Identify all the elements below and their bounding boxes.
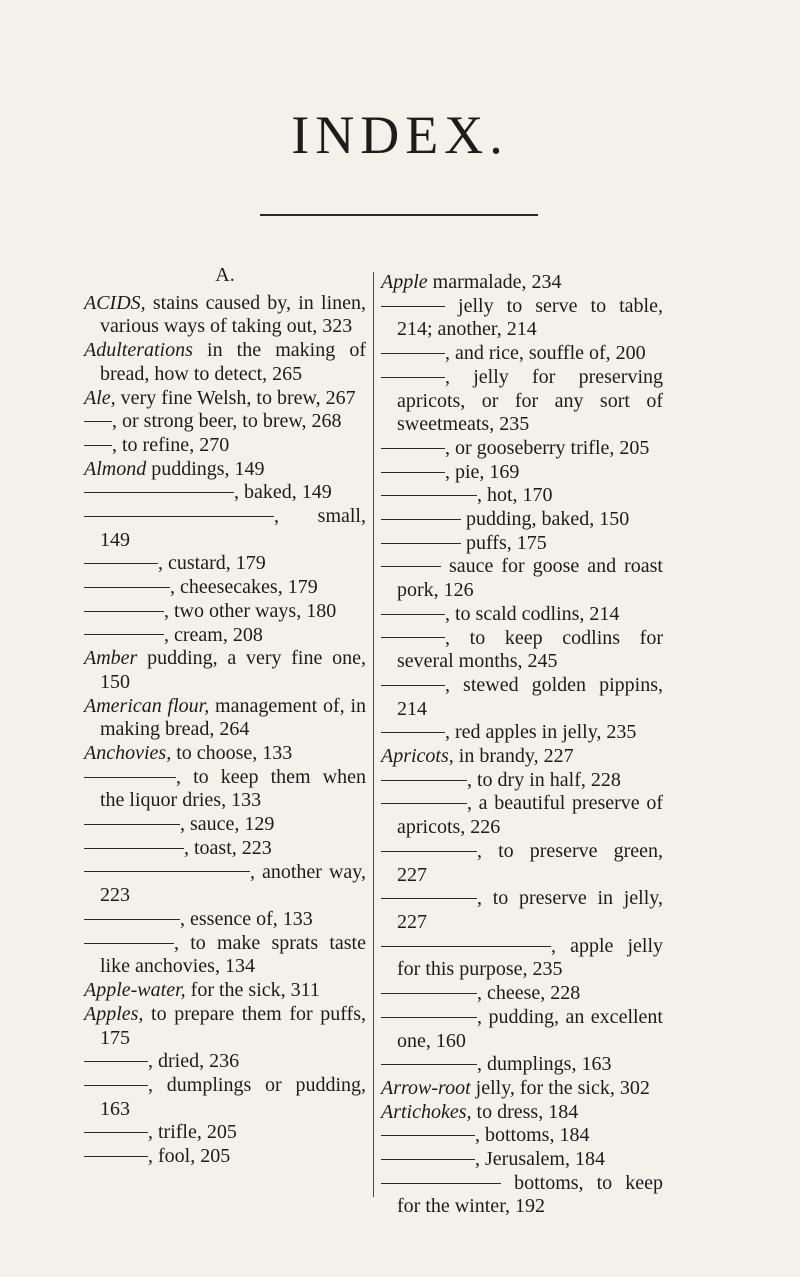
ditto-dash xyxy=(381,377,445,378)
index-column-left xyxy=(84,264,366,1169)
index-entry xyxy=(381,792,663,839)
index-column-right xyxy=(381,271,663,1219)
entry-text: , stewed golden pippins, 214 xyxy=(397,673,663,720)
ditto-dash xyxy=(381,803,467,804)
index-entry xyxy=(381,437,663,461)
entry-term: ACIDS, xyxy=(84,291,146,314)
entry-text: to dress, 184 xyxy=(471,1100,579,1123)
index-entry xyxy=(84,624,366,648)
index-entry xyxy=(84,742,366,766)
ditto-dash xyxy=(84,445,112,446)
entry-term: Artichokes, xyxy=(381,1100,472,1123)
index-entry xyxy=(84,458,366,482)
entry-text: , pie, 169 xyxy=(445,460,520,483)
entry-text: , to keep codlins for several months, 245 xyxy=(397,626,663,673)
entry-term: Adulterations xyxy=(84,339,193,362)
index-entry xyxy=(381,603,663,627)
ditto-dash xyxy=(381,637,445,638)
index-entry xyxy=(84,647,366,694)
index-entry xyxy=(381,721,663,745)
entry-text: , dumplings, 163 xyxy=(477,1053,612,1076)
index-entry xyxy=(381,1101,663,1125)
index-entry xyxy=(381,484,663,508)
entry-text: very fine Welsh, to brew, 267 xyxy=(115,386,356,409)
index-entry xyxy=(84,434,366,458)
ditto-dash xyxy=(84,516,274,517)
index-entry xyxy=(381,555,663,602)
ditto-dash xyxy=(381,448,445,449)
index-entry xyxy=(84,979,366,1003)
entry-text: , small, 149 xyxy=(100,505,366,551)
index-entry xyxy=(84,695,366,742)
index-entry xyxy=(381,271,663,295)
entry-text: , dumplings or pudding, 163 xyxy=(100,1073,366,1120)
index-entry xyxy=(381,1053,663,1077)
ditto-dash xyxy=(381,1064,477,1065)
entry-text: , essence of, 133 xyxy=(180,907,313,930)
entry-text: , toast, 223 xyxy=(184,836,272,859)
entry-text: , apple jelly for this purpose, 235 xyxy=(397,934,663,981)
index-entry xyxy=(84,552,366,576)
index-entry xyxy=(84,1121,366,1145)
index-entry xyxy=(381,674,663,721)
index-entry xyxy=(84,1050,366,1074)
entry-term: American flour, xyxy=(84,694,210,717)
column-divider xyxy=(373,272,374,1197)
entry-list-left xyxy=(84,292,366,1169)
ditto-dash xyxy=(84,824,180,825)
entry-text: for the sick, 311 xyxy=(185,979,320,1002)
index-entry xyxy=(84,292,366,339)
entry-text: , hot, 170 xyxy=(477,484,553,507)
entry-text: , to make sprats taste like anchovies, 134 xyxy=(100,931,366,978)
entry-term: Apricots, xyxy=(381,745,454,768)
ditto-dash xyxy=(381,780,467,781)
entry-text: , or gooseberry trifle, 205 xyxy=(445,436,650,459)
index-entry xyxy=(84,481,366,505)
entry-text: , to preserve green, 227 xyxy=(397,839,663,886)
index-entry xyxy=(84,813,366,837)
index-entry xyxy=(381,1172,663,1219)
ditto-dash xyxy=(381,306,445,307)
ditto-dash xyxy=(381,519,461,520)
ditto-dash xyxy=(381,993,477,994)
entry-term: Ale, xyxy=(84,386,116,409)
index-entry xyxy=(381,532,663,556)
entry-term: Arrow-root xyxy=(381,1076,471,1099)
entry-text: , to preserve in jelly, 227 xyxy=(397,887,663,933)
ditto-dash xyxy=(84,871,250,872)
ditto-dash xyxy=(84,1061,148,1062)
index-entry xyxy=(381,769,663,793)
index-entry xyxy=(381,461,663,485)
ditto-dash xyxy=(381,1135,475,1136)
ditto-dash xyxy=(381,472,445,473)
index-entry xyxy=(84,837,366,861)
entry-text: , baked, 149 xyxy=(234,481,332,504)
ditto-dash xyxy=(84,587,170,588)
ditto-dash xyxy=(381,566,441,567)
entry-text: jelly to serve to table, 214; another, 214 xyxy=(397,294,663,341)
entry-text: , bottoms, 184 xyxy=(475,1124,590,1147)
ditto-dash xyxy=(84,777,176,778)
entry-term: Apple xyxy=(381,271,428,293)
entry-text: , sauce, 129 xyxy=(180,813,275,836)
index-entry xyxy=(84,505,366,552)
entry-text: , to refine, 270 xyxy=(112,433,230,456)
index-entry xyxy=(381,935,663,982)
entry-text: sauce for goose and roast pork, 126 xyxy=(397,555,663,602)
ditto-dash xyxy=(381,543,461,544)
entry-text: to prepare them for puffs, 175 xyxy=(100,1002,366,1049)
entry-term: Apple-water, xyxy=(84,979,186,1002)
ditto-dash xyxy=(381,1017,477,1018)
index-entry xyxy=(84,861,366,908)
index-entry xyxy=(381,342,663,366)
entry-text: , cheese, 228 xyxy=(477,982,581,1005)
entry-text: to choose, 133 xyxy=(171,742,293,765)
entry-text: , cream, 208 xyxy=(164,623,263,646)
ditto-dash xyxy=(84,943,174,944)
ditto-dash xyxy=(84,492,234,493)
entry-text: , to scald codlins, 214 xyxy=(445,602,620,625)
index-entry xyxy=(84,932,366,979)
entry-term: Apples, xyxy=(84,1002,144,1025)
entry-text: , Jerusalem, 184 xyxy=(475,1148,605,1171)
index-entry xyxy=(381,745,663,769)
entry-text: , fool, 205 xyxy=(148,1145,231,1168)
ditto-dash xyxy=(84,611,164,612)
index-entry xyxy=(381,1077,663,1101)
entry-list-right xyxy=(381,271,663,1219)
index-entry xyxy=(84,387,366,411)
entry-text: , trifle, 205 xyxy=(148,1121,237,1144)
entry-text: puffs, 175 xyxy=(461,531,547,554)
ditto-dash xyxy=(84,919,180,920)
entry-text: in brandy, 227 xyxy=(453,745,574,768)
entry-text: , or strong beer, to brew, 268 xyxy=(112,410,342,433)
entry-text: jelly, for the sick, 302 xyxy=(470,1076,650,1099)
index-entry xyxy=(381,982,663,1006)
ditto-dash xyxy=(381,353,445,354)
entry-text: marmalade, 234 xyxy=(427,271,562,293)
entry-text: , a beautiful preserve of apricots, 226 xyxy=(397,792,663,839)
ditto-dash xyxy=(381,614,445,615)
entry-text: bottoms, to keep for the winter, 192 xyxy=(397,1171,663,1218)
entry-text: , to keep them when the liquor dries, 133 xyxy=(100,765,366,812)
ditto-dash xyxy=(84,563,158,564)
ditto-dash xyxy=(84,1085,148,1086)
index-entry xyxy=(84,339,366,386)
entry-text: , dried, 236 xyxy=(148,1050,240,1073)
ditto-dash xyxy=(381,1159,475,1160)
index-entry xyxy=(84,1145,366,1169)
ditto-dash xyxy=(381,1183,501,1184)
entry-text: , two other ways, 180 xyxy=(164,599,337,622)
title-rule xyxy=(260,214,538,216)
index-entry xyxy=(84,410,366,434)
index-entry xyxy=(381,1148,663,1172)
entry-text: stains caused by, in linen, various ways of taking out, 323 xyxy=(100,291,366,338)
entry-term: Anchovies, xyxy=(84,742,172,765)
index-entry xyxy=(381,840,663,887)
index-entry xyxy=(381,508,663,532)
ditto-dash xyxy=(84,1156,148,1157)
ditto-dash xyxy=(381,851,477,852)
entry-text: , pudding, an excellent one, 160 xyxy=(397,1005,663,1052)
index-entry xyxy=(84,600,366,624)
index-entry xyxy=(381,887,663,934)
ditto-dash xyxy=(84,421,112,422)
entry-text: , red apples in jelly, 235 xyxy=(445,721,637,744)
ditto-dash xyxy=(381,732,445,733)
index-entry xyxy=(84,766,366,813)
ditto-dash xyxy=(381,495,477,496)
entry-term: Almond xyxy=(84,457,147,480)
ditto-dash xyxy=(84,1132,148,1133)
entry-term: Amber xyxy=(84,647,138,670)
entry-text: pudding, a very fine one, 150 xyxy=(100,647,366,693)
ditto-dash xyxy=(84,634,164,635)
entry-text: , jelly for preserving apricots, or for any sort of sweetmeats, 235 xyxy=(397,365,663,436)
entry-text: , cheesecakes, 179 xyxy=(170,576,318,599)
index-entry xyxy=(381,366,663,437)
entry-text: in the making of bread, how to detect, 265 xyxy=(100,339,366,385)
index-entry xyxy=(381,1006,663,1053)
index-entry xyxy=(84,576,366,600)
ditto-dash xyxy=(381,898,477,899)
page-title: INDEX. xyxy=(291,105,509,165)
index-entry xyxy=(381,295,663,342)
index-entry xyxy=(84,908,366,932)
entry-text: pudding, baked, 150 xyxy=(461,508,630,531)
section-letter: A. xyxy=(215,264,235,286)
ditto-dash xyxy=(381,946,551,947)
entry-text: , custard, 179 xyxy=(158,552,266,575)
entry-text: , another way, 223 xyxy=(100,860,366,907)
ditto-dash xyxy=(84,848,184,849)
index-entry xyxy=(84,1003,366,1050)
ditto-dash xyxy=(381,685,445,686)
index-entry xyxy=(84,1074,366,1121)
index-entry xyxy=(381,1124,663,1148)
entry-text: management of, in making bread, 264 xyxy=(100,694,366,741)
entry-text: , to dry in half, 228 xyxy=(467,768,621,791)
index-entry xyxy=(381,627,663,674)
entry-text: , and rice, souffle of, 200 xyxy=(445,342,646,365)
entry-text: puddings, 149 xyxy=(146,457,265,480)
